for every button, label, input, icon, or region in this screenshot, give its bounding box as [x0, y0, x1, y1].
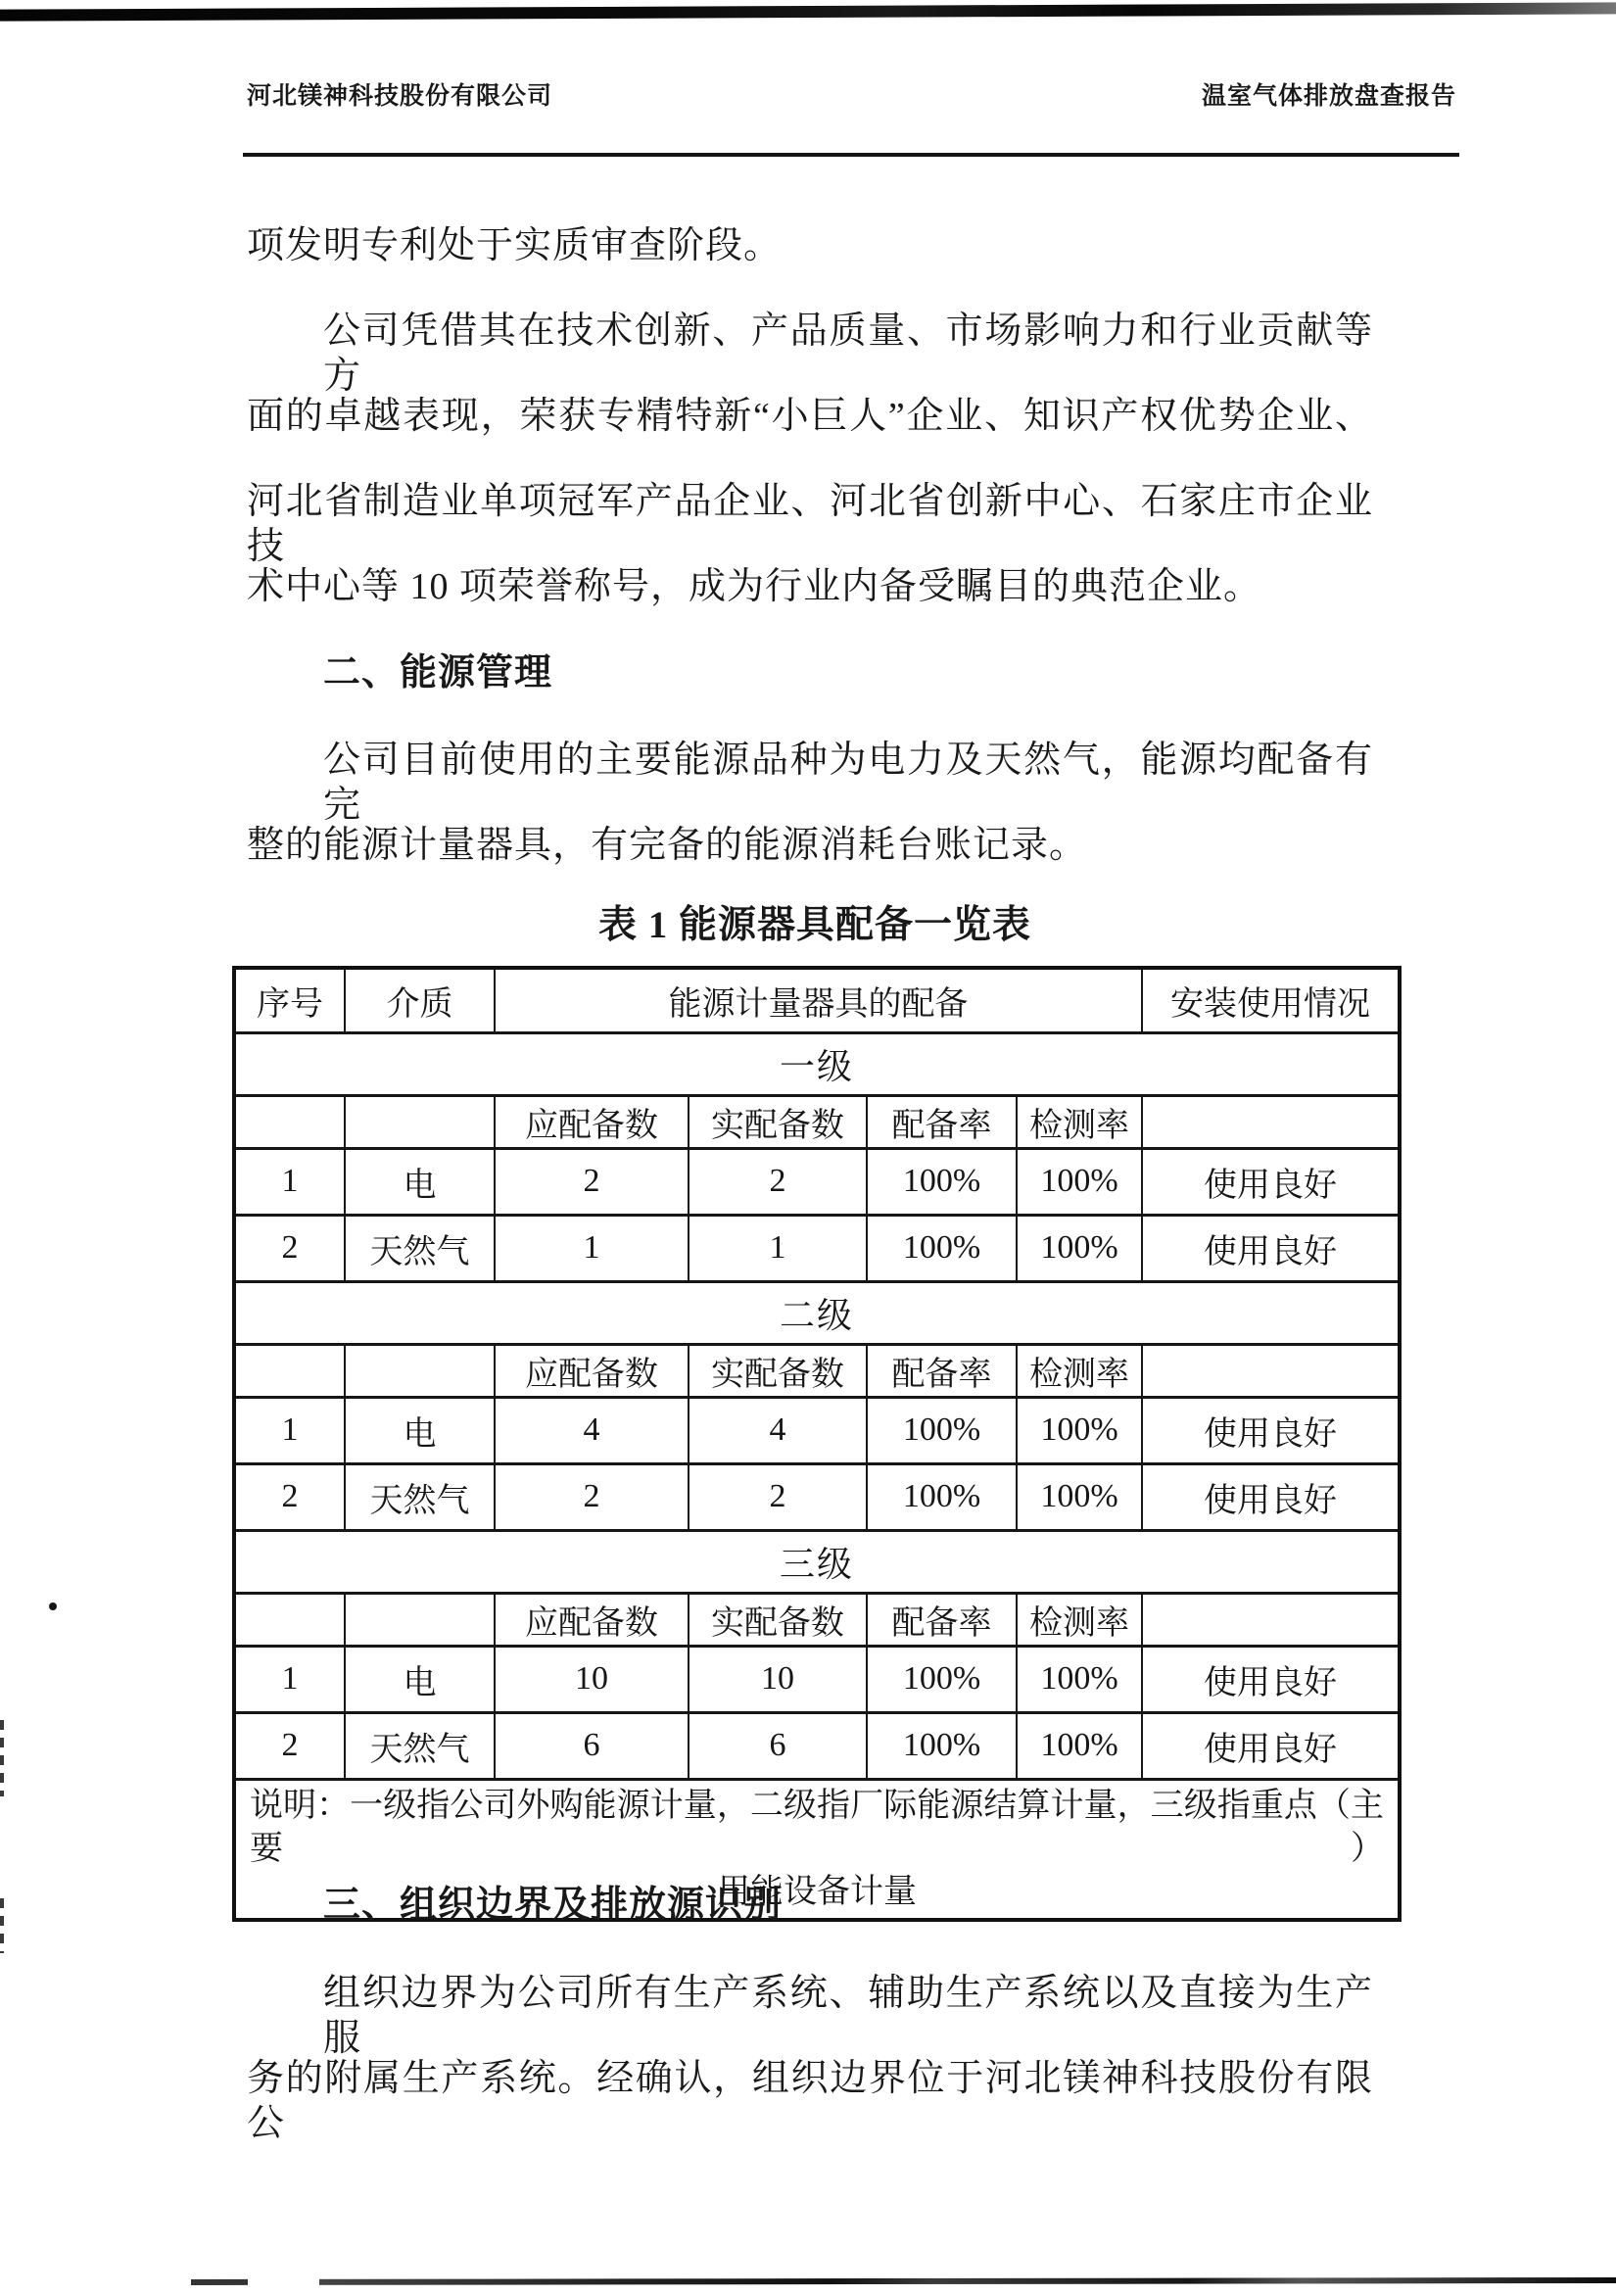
col-header-seq: 序号 — [234, 968, 345, 1032]
paragraph-line: 面的卓越表现，荣获专精特新“小巨人”企业、知识产权优势企业、 — [247, 396, 1373, 437]
cell-medium: 天然气 — [345, 1215, 495, 1281]
cell-required: 1 — [495, 1215, 689, 1281]
paragraph-line: 整的能源计量器具，有完备的能源消耗台账记录。 — [247, 825, 1088, 866]
cell-actual: 10 — [689, 1646, 867, 1712]
cell-seq: 2 — [234, 1215, 345, 1281]
sub-header-rate: 配备率 — [867, 1593, 1017, 1646]
cell-seq: 1 — [234, 1397, 345, 1463]
sub-header-row — [234, 1593, 1400, 1646]
sub-header-row — [234, 1095, 1400, 1148]
cell-detect: 100% — [1017, 1646, 1142, 1712]
cell-rate: 100% — [867, 1463, 1017, 1530]
cell-required: 10 — [495, 1646, 689, 1712]
cell-status: 使用良好 — [1142, 1463, 1400, 1530]
cell-rate: 100% — [867, 1397, 1017, 1463]
cell-required: 2 — [495, 1463, 689, 1530]
sub-header-row — [234, 1344, 1400, 1397]
cell-detect: 100% — [1017, 1463, 1142, 1530]
cell-required: 6 — [495, 1712, 689, 1779]
cell-medium: 天然气 — [345, 1712, 495, 1779]
paragraph-line: 组织边界为公司所有生产系统、辅助生产系统以及直接为生产服 — [323, 1973, 1373, 2059]
cell-rate: 100% — [867, 1148, 1017, 1215]
level-label: 一级 — [234, 1032, 1400, 1095]
level-row — [234, 1530, 1400, 1593]
cell-rate: 100% — [867, 1712, 1017, 1779]
cell-rate: 100% — [867, 1646, 1017, 1712]
sub-header-detect: 检测率 — [1017, 1095, 1142, 1148]
empty-cell — [345, 1593, 495, 1646]
cell-status: 使用良好 — [1142, 1215, 1400, 1281]
cell-detect: 100% — [1017, 1712, 1142, 1779]
cell-medium: 电 — [345, 1397, 495, 1463]
cell-detect: 100% — [1017, 1148, 1142, 1215]
cell-required: 4 — [495, 1397, 689, 1463]
sub-header-actual: 实配备数 — [689, 1593, 867, 1646]
sub-header-required: 应配备数 — [495, 1095, 689, 1148]
cell-detect: 100% — [1017, 1215, 1142, 1281]
empty-cell — [345, 1344, 495, 1397]
table-caption: 表 1 能源器具配备一览表 — [597, 904, 1031, 946]
cell-status: 使用良好 — [1142, 1712, 1400, 1779]
cell-seq: 2 — [234, 1712, 345, 1779]
empty-cell — [1142, 1344, 1400, 1397]
header-report-title: 温室气体排放盘查报告 — [1201, 83, 1456, 110]
level-label: 二级 — [234, 1281, 1400, 1344]
sub-header-required: 应配备数 — [495, 1593, 689, 1646]
table-note-line1: 说明：一级指公司外购能源计量，二级指厂际能源结算计量，三级指重点（主要） — [250, 1787, 1384, 1867]
scan-artifact-bottom-edge — [191, 2277, 1616, 2285]
cell-actual: 4 — [689, 1397, 867, 1463]
cell-status: 使用良好 — [1142, 1397, 1400, 1463]
sub-header-detect: 检测率 — [1017, 1593, 1142, 1646]
col-header-config: 能源计量器具的配备 — [495, 968, 1142, 1032]
table-row — [234, 1215, 1400, 1281]
scan-artifact-left-dashes — [0, 1720, 4, 1796]
section-heading-energy-management: 二、能源管理 — [323, 652, 553, 694]
cell-seq: 1 — [234, 1646, 345, 1712]
sub-header-actual: 实配备数 — [689, 1095, 867, 1148]
table-note-line2: 用能设备计量 — [717, 1873, 917, 1910]
cell-required: 2 — [495, 1148, 689, 1215]
cell-detect: 100% — [1017, 1397, 1142, 1463]
paragraph-line: 项发明专利处于实质审查阶段。 — [247, 225, 783, 266]
empty-cell — [1142, 1593, 1400, 1646]
cell-medium: 电 — [345, 1148, 495, 1215]
level-row — [234, 1032, 1400, 1095]
table-row — [234, 1148, 1400, 1215]
cell-status: 使用良好 — [1142, 1148, 1400, 1215]
cell-actual: 6 — [689, 1712, 867, 1779]
header-rule — [243, 153, 1459, 157]
sub-header-detect: 检测率 — [1017, 1344, 1142, 1397]
header-company-name: 河北镁神科技股份有限公司 — [247, 83, 553, 110]
empty-cell — [234, 1095, 345, 1148]
empty-cell — [1142, 1095, 1400, 1148]
col-header-medium: 介质 — [345, 968, 495, 1032]
sub-header-actual: 实配备数 — [689, 1344, 867, 1397]
table-row — [234, 1646, 1400, 1712]
cell-rate: 100% — [867, 1215, 1017, 1281]
paragraph-line: 术中心等 10 项荣誉称号，成为行业内备受瞩目的典范企业。 — [247, 566, 1262, 607]
sub-header-rate: 配备率 — [867, 1344, 1017, 1397]
sub-header-required: 应配备数 — [495, 1344, 689, 1397]
scan-artifact-dot — [49, 1602, 57, 1610]
table-row — [234, 1463, 1400, 1530]
empty-cell — [234, 1344, 345, 1397]
cell-actual: 2 — [689, 1148, 867, 1215]
section-heading-org-boundary: 三、组织边界及排放源识别 — [323, 1885, 783, 1926]
table-row — [234, 1397, 1400, 1463]
table-header-row — [234, 968, 1400, 1032]
level-row — [234, 1281, 1400, 1344]
empty-cell — [234, 1593, 345, 1646]
cell-actual: 2 — [689, 1463, 867, 1530]
col-header-status: 安装使用情况 — [1142, 968, 1400, 1032]
paragraph-line: 务的附属生产系统。经确认，组织边界位于河北镁神科技股份有限公 — [247, 2058, 1373, 2144]
sub-header-rate: 配备率 — [867, 1095, 1017, 1148]
paragraph-line: 河北省制造业单项冠军产品企业、河北省创新中心、石家庄市企业技 — [247, 481, 1373, 567]
cell-status: 使用良好 — [1142, 1646, 1400, 1712]
cell-seq: 2 — [234, 1463, 345, 1530]
cell-medium: 电 — [345, 1646, 495, 1712]
cell-seq: 1 — [234, 1148, 345, 1215]
paragraph-line: 公司目前使用的主要能源品种为电力及天然气，能源均配备有完 — [323, 740, 1373, 826]
table-row — [234, 1712, 1400, 1779]
energy-meter-table — [232, 966, 1402, 1922]
scan-artifact-top-edge — [0, 2, 1616, 21]
paragraph-line: 公司凭借其在技术创新、产品质量、市场影响力和行业贡献等方 — [323, 311, 1373, 397]
scan-artifact-left-dashes — [0, 1898, 4, 1953]
cell-actual: 1 — [689, 1215, 867, 1281]
empty-cell — [345, 1095, 495, 1148]
level-label: 三级 — [234, 1530, 1400, 1593]
cell-medium: 天然气 — [345, 1463, 495, 1530]
